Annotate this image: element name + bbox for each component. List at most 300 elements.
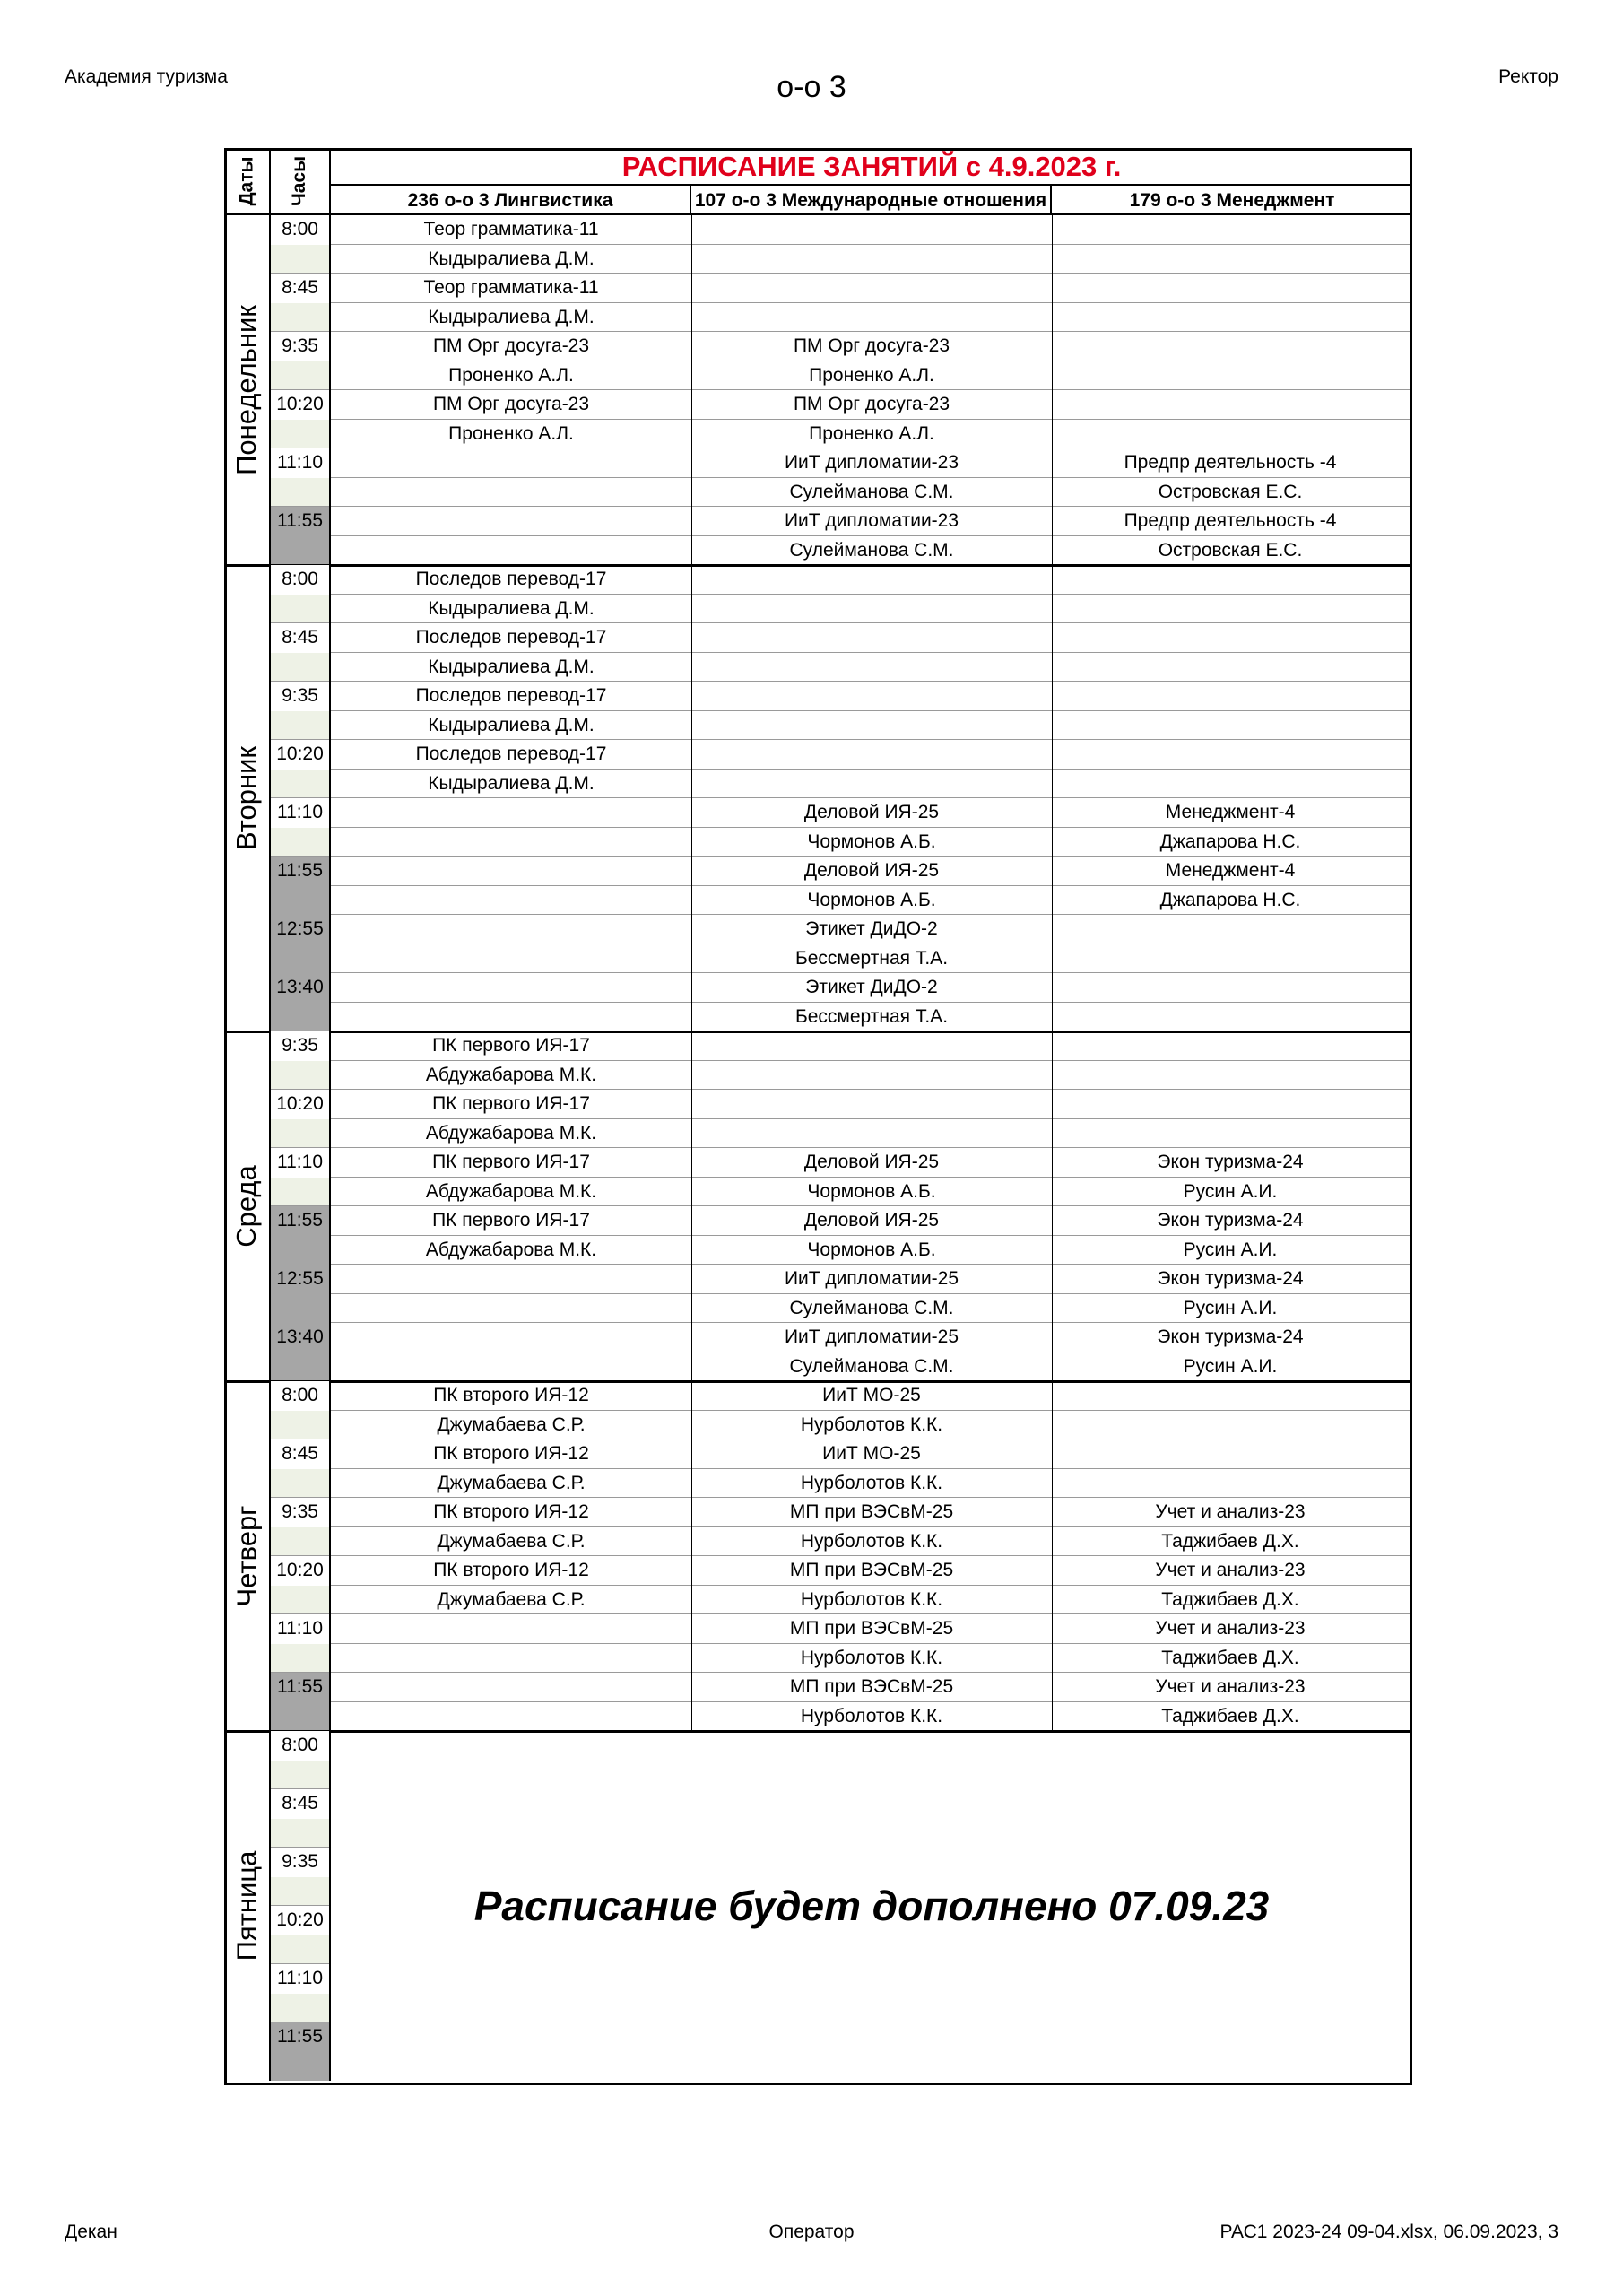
time-column	[271, 1731, 331, 2081]
time-slot: 8:45	[271, 1789, 329, 1820]
teacher-cell: Нурболотов К.К.	[691, 1469, 1053, 1499]
table-row	[331, 857, 1412, 886]
subject-cell: Учет и анализ-23	[1155, 1676, 1306, 1697]
subject-cell: Последов перевод-17	[331, 565, 692, 595]
teacher-cell: Джапарова Н.С.	[1159, 889, 1301, 910]
table-row	[331, 1411, 1412, 1440]
time-slot-filler	[271, 361, 329, 391]
subject-cell: МП при ВЭСвМ-25	[691, 1673, 1053, 1702]
table-row	[331, 1323, 1412, 1352]
teacher-cell: Нурболотов К.К.	[691, 1411, 1053, 1440]
teacher-cell	[1052, 653, 1409, 683]
day-body	[331, 1031, 1412, 1381]
time-slot-filler	[271, 2052, 329, 2082]
teacher-cell: Таджибаев Д.Х.	[1161, 1705, 1299, 1726]
subject-cell	[331, 507, 692, 536]
header-academy: Академия туризма	[65, 66, 228, 87]
time-column	[271, 565, 331, 1031]
teacher-cell: Нурболотов К.К.	[691, 1527, 1053, 1557]
table-row	[331, 1061, 1412, 1091]
subject-cell: ИиТ дипломатии-23	[691, 507, 1053, 536]
time-slot-filler	[271, 478, 329, 508]
time-slot-filler	[271, 944, 329, 974]
time-slot-filler	[271, 711, 329, 741]
subject-cell	[1052, 215, 1409, 245]
schedule-title: РАСПИСАНИЕ ЗАНЯТИЙ с 4.9.2023 г.	[331, 148, 1412, 186]
table-row	[331, 420, 1412, 449]
time-slot: 11:55	[271, 857, 329, 886]
subject-cell	[691, 215, 1053, 245]
day-label	[224, 1381, 271, 1731]
subject-cell: ПК второго ИЯ-12	[331, 1556, 692, 1586]
teacher-cell	[331, 536, 692, 566]
subject-cell: Деловой ИЯ-25	[691, 857, 1053, 886]
table-row	[331, 1469, 1412, 1499]
teacher-cell	[691, 303, 1053, 333]
time-slot: 8:00	[271, 565, 329, 596]
time-slot-filler	[271, 1236, 329, 1265]
subject-cell: Последов перевод-17	[331, 623, 692, 653]
table-row	[331, 1556, 1412, 1586]
table-row	[331, 1003, 1412, 1032]
table-row	[331, 215, 1412, 245]
subject-cell: Менеджмент-4	[1165, 802, 1296, 822]
time-column	[271, 1031, 331, 1381]
teacher-cell: Островская Е.С.	[1158, 539, 1303, 561]
subject-cell: ИиТ дипломатии-23	[691, 448, 1053, 478]
day-name: Понедельник	[230, 305, 262, 475]
table-row	[331, 565, 1412, 595]
subject-cell	[1052, 740, 1409, 770]
day-name: Пятница	[230, 1850, 263, 1961]
teacher-cell	[331, 1003, 692, 1032]
time-slot: 10:20	[271, 390, 329, 421]
teacher-cell	[1052, 770, 1409, 799]
time-slot: 11:10	[271, 1614, 329, 1645]
teacher-cell: Таджибаев Д.Х.	[1161, 1588, 1299, 1610]
teacher-cell: Джумабаева С.Р.	[331, 1411, 692, 1440]
subject-cell	[691, 565, 1053, 595]
teacher-cell	[331, 886, 692, 916]
subject-cell	[1052, 565, 1409, 595]
table-row	[331, 682, 1412, 711]
table-row	[331, 245, 1412, 274]
group-header: 179 о-о 3 Менеджмент	[1052, 186, 1412, 215]
subject-cell	[691, 1090, 1053, 1119]
table-row	[331, 770, 1412, 799]
day-label	[224, 565, 271, 1031]
time-slot-filler	[271, 1644, 329, 1674]
header-group: о-о 3	[777, 70, 846, 104]
table-row	[331, 711, 1412, 741]
time-slot-filler	[271, 770, 329, 799]
time-slot: 8:45	[271, 623, 329, 654]
teacher-cell	[1052, 303, 1409, 333]
subject-cell	[331, 798, 692, 828]
table-row	[331, 798, 1412, 828]
teacher-cell	[1052, 245, 1409, 274]
teacher-cell	[691, 595, 1053, 624]
time-slot-filler	[271, 303, 329, 333]
teacher-cell: Кыдыралиева Д.М.	[331, 711, 692, 741]
table-row	[331, 1031, 1412, 1061]
subject-cell: Учет и анализ-23	[1155, 1560, 1306, 1580]
time-slot: 9:35	[271, 332, 329, 362]
table-row	[331, 1352, 1412, 1382]
subject-cell: ИиТ дипломатии-25	[691, 1265, 1053, 1294]
teacher-cell	[331, 828, 692, 857]
teacher-cell	[691, 770, 1053, 799]
schedule-note: Расписание будет дополнено 07.09.23	[473, 1883, 1270, 1929]
teacher-cell: Нурболотов К.К.	[691, 1586, 1053, 1615]
hours-header	[271, 148, 331, 215]
subject-cell: Учет и анализ-23	[1155, 1501, 1306, 1522]
teacher-cell: Сулейманова С.М.	[691, 478, 1053, 508]
header-rector: Ректор	[1498, 66, 1558, 87]
subject-cell: Этикет ДиДО-2	[691, 915, 1053, 944]
teacher-cell: Джапарова Н.С.	[1159, 831, 1301, 852]
teacher-cell: Кыдыралиева Д.М.	[331, 770, 692, 799]
day-body	[331, 1381, 1412, 1731]
teacher-cell	[1052, 595, 1409, 624]
teacher-cell	[1052, 944, 1409, 974]
group-header: 107 о-о 3 Международные отношения	[691, 186, 1052, 215]
table-row	[331, 536, 1412, 566]
time-slot-filler	[271, 1877, 329, 1907]
subject-cell	[1052, 623, 1409, 653]
subject-cell: ПК первого ИЯ-17	[331, 1090, 692, 1119]
time-slot-filler	[271, 1294, 329, 1324]
teacher-cell	[691, 1061, 1053, 1091]
table-row	[331, 1294, 1412, 1324]
time-slot: 9:35	[271, 1031, 329, 1062]
teacher-cell	[691, 245, 1053, 274]
teacher-cell	[1052, 1469, 1409, 1499]
footer-operator: Оператор	[768, 2222, 855, 2242]
subject-cell	[331, 1614, 692, 1644]
time-slot: 10:20	[271, 1090, 329, 1120]
table-row	[331, 1178, 1412, 1207]
teacher-cell	[691, 711, 1053, 741]
table-row	[331, 332, 1412, 361]
table-row	[331, 1381, 1412, 1411]
teacher-cell: Абдужабарова М.К.	[331, 1119, 692, 1149]
subject-cell	[331, 448, 692, 478]
day-label	[224, 1731, 271, 2081]
teacher-cell: Джумабаева С.Р.	[331, 1469, 692, 1499]
teacher-cell: Абдужабарова М.К.	[331, 1061, 692, 1091]
time-slot-filler	[271, 1994, 329, 2023]
day-label	[224, 1031, 271, 1381]
teacher-cell	[1052, 1061, 1409, 1091]
time-slot-filler	[271, 1702, 329, 1732]
teacher-cell	[691, 653, 1053, 683]
table-row	[331, 740, 1412, 770]
table-row	[331, 478, 1412, 508]
table-row	[331, 1148, 1412, 1178]
group-header: 236 о-о 3 Лингвистика	[331, 186, 691, 215]
time-slot-filler	[271, 1003, 329, 1032]
teacher-cell: Чормонов А.Б.	[691, 828, 1053, 857]
subject-cell	[1052, 1090, 1409, 1119]
time-slot-filler	[271, 1178, 329, 1207]
teacher-cell	[1052, 1119, 1409, 1149]
teacher-cell: Таджибаев Д.Х.	[1161, 1530, 1299, 1552]
subject-cell: Деловой ИЯ-25	[691, 1148, 1053, 1178]
teacher-cell: Бессмертная Т.А.	[691, 1003, 1053, 1032]
table-row	[331, 1644, 1412, 1674]
subject-cell: Экон туризма-24	[1157, 1326, 1304, 1347]
subject-cell: МП при ВЭСвМ-25	[691, 1614, 1053, 1644]
time-slot: 8:00	[271, 1731, 329, 1761]
subject-cell	[1052, 274, 1409, 303]
table-row	[331, 1527, 1412, 1557]
subject-cell: Деловой ИЯ-25	[691, 798, 1053, 828]
subject-cell: ПМ Орг досуга-23	[331, 390, 692, 420]
subject-cell	[1052, 1439, 1409, 1469]
teacher-cell: Чормонов А.Б.	[691, 1178, 1053, 1207]
subject-cell	[1052, 915, 1409, 944]
subject-cell	[331, 973, 692, 1003]
subject-cell	[331, 1265, 692, 1294]
subject-cell	[331, 1323, 692, 1352]
subject-cell	[1052, 1031, 1409, 1061]
teacher-cell	[1052, 1411, 1409, 1440]
teacher-cell	[331, 1644, 692, 1674]
teacher-cell	[331, 478, 692, 508]
day-body	[331, 215, 1412, 565]
time-slot: 11:10	[271, 1964, 329, 1995]
table-row	[331, 886, 1412, 916]
teacher-cell	[1052, 420, 1409, 449]
subject-cell	[691, 682, 1053, 711]
teacher-cell: Русин А.И.	[1183, 1180, 1278, 1202]
subject-cell: Теор грамматика-11	[331, 215, 692, 245]
time-slot: 9:35	[271, 1498, 329, 1528]
subject-cell	[331, 1673, 692, 1702]
time-slot-filler	[271, 1586, 329, 1615]
time-slot: 13:40	[271, 1323, 329, 1352]
subject-cell: ПК второго ИЯ-12	[331, 1498, 692, 1527]
subject-cell	[691, 623, 1053, 653]
time-slot-filler	[271, 1819, 329, 1848]
subject-cell: ИиТ дипломатии-25	[691, 1323, 1053, 1352]
table-row	[331, 1206, 1412, 1236]
teacher-cell: Бессмертная Т.А.	[691, 944, 1053, 974]
teacher-cell: Русин А.И.	[1183, 1297, 1278, 1318]
table-row	[331, 1236, 1412, 1265]
teacher-cell: Кыдыралиева Д.М.	[331, 595, 692, 624]
hours-header-label: Часы	[289, 155, 310, 206]
teacher-cell: Сулейманова С.М.	[691, 536, 1053, 566]
time-slot: 9:35	[271, 682, 329, 712]
table-row	[331, 1702, 1412, 1732]
subject-cell: ПМ Орг досуга-23	[691, 390, 1053, 420]
subject-cell: Менеджмент-4	[1165, 860, 1296, 881]
time-slot: 11:55	[271, 1206, 329, 1236]
subject-cell	[691, 740, 1053, 770]
time-slot-filler	[271, 1527, 329, 1557]
subject-cell: Предпр деятельность -4	[1124, 452, 1337, 473]
subject-cell: Этикет ДиДО-2	[691, 973, 1053, 1003]
time-column	[271, 215, 331, 565]
subject-cell: ИиТ МО-25	[691, 1439, 1053, 1469]
day-name: Среда	[230, 1165, 262, 1248]
subject-cell: ПМ Орг досуга-23	[331, 332, 692, 361]
table-row	[331, 623, 1412, 653]
time-slot: 11:55	[271, 2022, 329, 2052]
table-row	[331, 1090, 1412, 1119]
teacher-cell: Абдужабарова М.К.	[331, 1178, 692, 1207]
day-body	[331, 1731, 1412, 2081]
time-slot: 8:00	[271, 1381, 329, 1412]
subject-cell	[691, 1031, 1053, 1061]
teacher-cell: Островская Е.С.	[1158, 481, 1303, 502]
table-row	[331, 653, 1412, 683]
subject-cell: ПМ Орг досуга-23	[691, 332, 1053, 361]
footer-dean: Декан	[65, 2222, 117, 2242]
time-column	[271, 1381, 331, 1731]
teacher-cell: Джумабаева С.Р.	[331, 1527, 692, 1557]
time-slot: 11:55	[271, 507, 329, 536]
table-row	[331, 303, 1412, 333]
teacher-cell: Таджибаев Д.Х.	[1161, 1647, 1299, 1668]
subject-cell: Экон туризма-24	[1157, 1210, 1304, 1231]
time-slot: 8:45	[271, 274, 329, 304]
subject-cell: Деловой ИЯ-25	[691, 1206, 1053, 1236]
teacher-cell	[331, 944, 692, 974]
time-slot-filler	[271, 245, 329, 274]
day-label	[224, 215, 271, 565]
time-slot: 8:00	[271, 215, 329, 246]
time-slot-filler	[271, 1352, 329, 1382]
subject-cell: ПК первого ИЯ-17	[331, 1148, 692, 1178]
subject-cell	[1052, 390, 1409, 420]
time-slot: 11:10	[271, 1148, 329, 1178]
time-slot: 8:45	[271, 1439, 329, 1470]
teacher-cell: Кыдыралиева Д.М.	[331, 245, 692, 274]
teacher-cell	[331, 1702, 692, 1732]
day-name: Вторник	[230, 746, 263, 850]
time-slot: 10:20	[271, 1906, 329, 1936]
time-slot: 9:35	[271, 1848, 329, 1878]
time-slot-filler	[271, 1119, 329, 1149]
teacher-cell	[1052, 361, 1409, 391]
teacher-cell	[331, 1352, 692, 1382]
subject-cell	[691, 274, 1053, 303]
table-row	[331, 944, 1412, 974]
time-slot-filler	[271, 653, 329, 683]
time-slot-filler	[271, 536, 329, 566]
table-row	[331, 361, 1412, 391]
time-slot-filler	[271, 1761, 329, 1790]
day-body	[331, 565, 1412, 1031]
table-row	[331, 1586, 1412, 1615]
time-slot: 11:10	[271, 448, 329, 479]
teacher-cell: Русин А.И.	[1183, 1239, 1278, 1260]
table-row	[331, 507, 1412, 536]
footer-file-info: РАС1 2023-24 09-04.xlsx, 06.09.2023, 3	[1219, 2222, 1558, 2242]
subject-cell: Последов перевод-17	[331, 682, 692, 711]
subject-cell: ПК второго ИЯ-12	[331, 1439, 692, 1469]
time-slot: 10:20	[271, 1556, 329, 1587]
time-slot-filler	[271, 1469, 329, 1499]
teacher-cell: Русин А.И.	[1183, 1355, 1278, 1377]
dates-header	[224, 148, 271, 215]
subject-cell: Предпр деятельность -4	[1124, 510, 1337, 531]
day-name: Четверг	[230, 1505, 263, 1607]
time-slot-filler	[271, 886, 329, 916]
time-slot: 11:55	[271, 1673, 329, 1702]
teacher-cell: Нурболотов К.К.	[691, 1702, 1053, 1732]
teacher-cell: Сулейманова С.М.	[691, 1352, 1053, 1382]
subject-cell	[1052, 332, 1409, 361]
teacher-cell: Проненко А.Л.	[691, 420, 1053, 449]
table-row	[331, 1265, 1412, 1294]
subject-cell: ПК первого ИЯ-17	[331, 1031, 692, 1061]
time-slot-filler	[271, 1411, 329, 1440]
teacher-cell: Нурболотов К.К.	[691, 1644, 1053, 1674]
teacher-cell: Абдужабарова М.К.	[331, 1236, 692, 1265]
subject-cell: Последов перевод-17	[331, 740, 692, 770]
teacher-cell: Чормонов А.Б.	[691, 886, 1053, 916]
schedule-table	[224, 148, 1412, 2085]
dates-header-label: Даты	[236, 156, 257, 205]
time-slot-filler	[271, 828, 329, 857]
subject-cell	[1052, 1381, 1409, 1411]
table-row	[331, 274, 1412, 303]
subject-cell	[331, 857, 692, 886]
teacher-cell: Проненко А.Л.	[331, 361, 692, 391]
time-slot-filler	[271, 1061, 329, 1091]
time-slot: 12:55	[271, 1265, 329, 1294]
table-row	[331, 390, 1412, 420]
subject-cell: МП при ВЭСвМ-25	[691, 1556, 1053, 1586]
table-row	[331, 828, 1412, 857]
teacher-cell: Проненко А.Л.	[691, 361, 1053, 391]
time-slot-filler	[271, 1935, 329, 1965]
table-row	[331, 1119, 1412, 1149]
time-slot: 13:40	[271, 973, 329, 1003]
subject-cell: ПК первого ИЯ-17	[331, 1206, 692, 1236]
subject-cell: МП при ВЭСвМ-25	[691, 1498, 1053, 1527]
subject-cell: Учет и анализ-23	[1155, 1618, 1306, 1639]
teacher-cell: Кыдыралиева Д.М.	[331, 303, 692, 333]
teacher-cell: Чормонов А.Б.	[691, 1236, 1053, 1265]
teacher-cell	[331, 1294, 692, 1324]
subject-cell: Теор грамматика-11	[331, 274, 692, 303]
table-row	[331, 973, 1412, 1003]
teacher-cell: Проненко А.Л.	[331, 420, 692, 449]
table-row	[331, 1673, 1412, 1702]
subject-cell: ПК второго ИЯ-12	[331, 1381, 692, 1411]
subject-cell	[331, 915, 692, 944]
table-row	[331, 1439, 1412, 1469]
teacher-cell	[1052, 1003, 1409, 1032]
teacher-cell: Кыдыралиева Д.М.	[331, 653, 692, 683]
time-slot: 12:55	[271, 915, 329, 944]
time-slot-filler	[271, 595, 329, 624]
subject-cell: Экон туризма-24	[1157, 1152, 1304, 1172]
time-slot: 10:20	[271, 740, 329, 770]
table-row	[331, 1614, 1412, 1644]
table-row	[331, 1498, 1412, 1527]
table-row	[331, 915, 1412, 944]
teacher-cell	[691, 1119, 1053, 1149]
time-slot-filler	[271, 420, 329, 449]
subject-cell: ИиТ МО-25	[691, 1381, 1053, 1411]
subject-cell	[1052, 973, 1409, 1003]
